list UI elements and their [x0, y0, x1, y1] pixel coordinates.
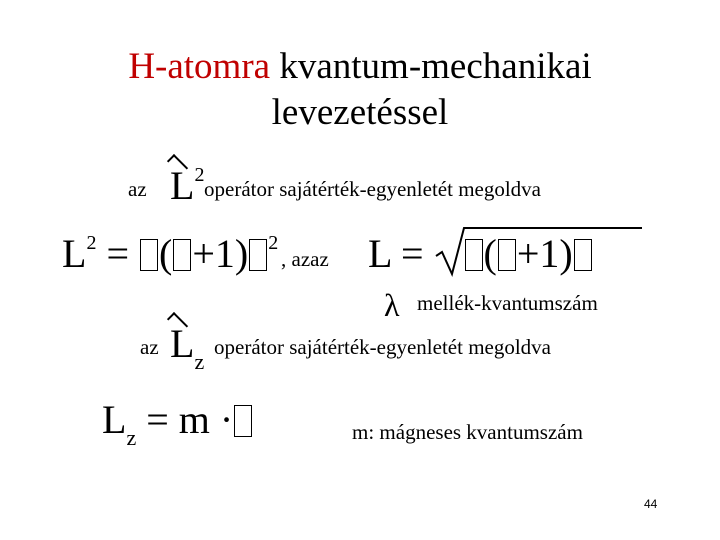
m-label: m: mágneses kvantumszám	[352, 420, 583, 444]
slide-title	[0, 44, 720, 136]
eq2-lhs: L =	[368, 231, 424, 276]
eq1-lhs-exp: 2	[86, 232, 97, 254]
missing-glyph-2	[173, 239, 191, 271]
operator-L-hat: L	[170, 163, 195, 208]
sqrt-sign-icon	[434, 224, 644, 280]
operator-L2	[170, 164, 204, 215]
eq3-rhs: = m ·	[146, 397, 234, 442]
eq2-plus: +1)	[516, 231, 573, 276]
eq1-equals: =	[106, 231, 129, 276]
equation-l2	[62, 232, 278, 283]
lambda-symbol: λ	[384, 287, 400, 323]
equation-l	[368, 232, 593, 276]
line1-az: az	[128, 177, 147, 201]
azaz-text: , azaz	[281, 247, 329, 271]
missing-glyph-3	[249, 239, 267, 271]
eq1-plus: +1)	[192, 231, 249, 276]
line1-text: operátor sajátérték-egyenletét megoldva	[204, 177, 542, 201]
eq3-lhs: L	[102, 397, 127, 442]
eq1-lhs: L	[62, 231, 87, 276]
lambda-text: mellék-kvantumszám	[417, 291, 598, 315]
operator-Lz-sub: z	[194, 349, 205, 374]
eq1-exp: 2	[268, 232, 279, 254]
page-number: 44	[644, 497, 658, 511]
missing-glyph-7	[234, 405, 252, 437]
title-line2: levezetéssel	[271, 92, 449, 133]
title-accent: H-atomra	[128, 46, 271, 87]
missing-glyph-1	[140, 239, 158, 271]
sqrt-expression	[434, 232, 593, 276]
title-rest: kvantum-mechanikai	[270, 46, 592, 87]
line2-text: operátor sajátérték-egyenletét megoldva	[214, 335, 552, 359]
eq2-open: (	[483, 231, 497, 276]
equation-lz	[102, 398, 253, 448]
line2-az: az	[140, 335, 159, 359]
operator-L-exp: 2	[194, 164, 205, 186]
operator-Lz	[170, 322, 204, 372]
operator-Lz-hat: L	[170, 321, 195, 366]
eq3-lhs-sub: z	[126, 425, 137, 450]
eq1-open: (	[159, 231, 173, 276]
